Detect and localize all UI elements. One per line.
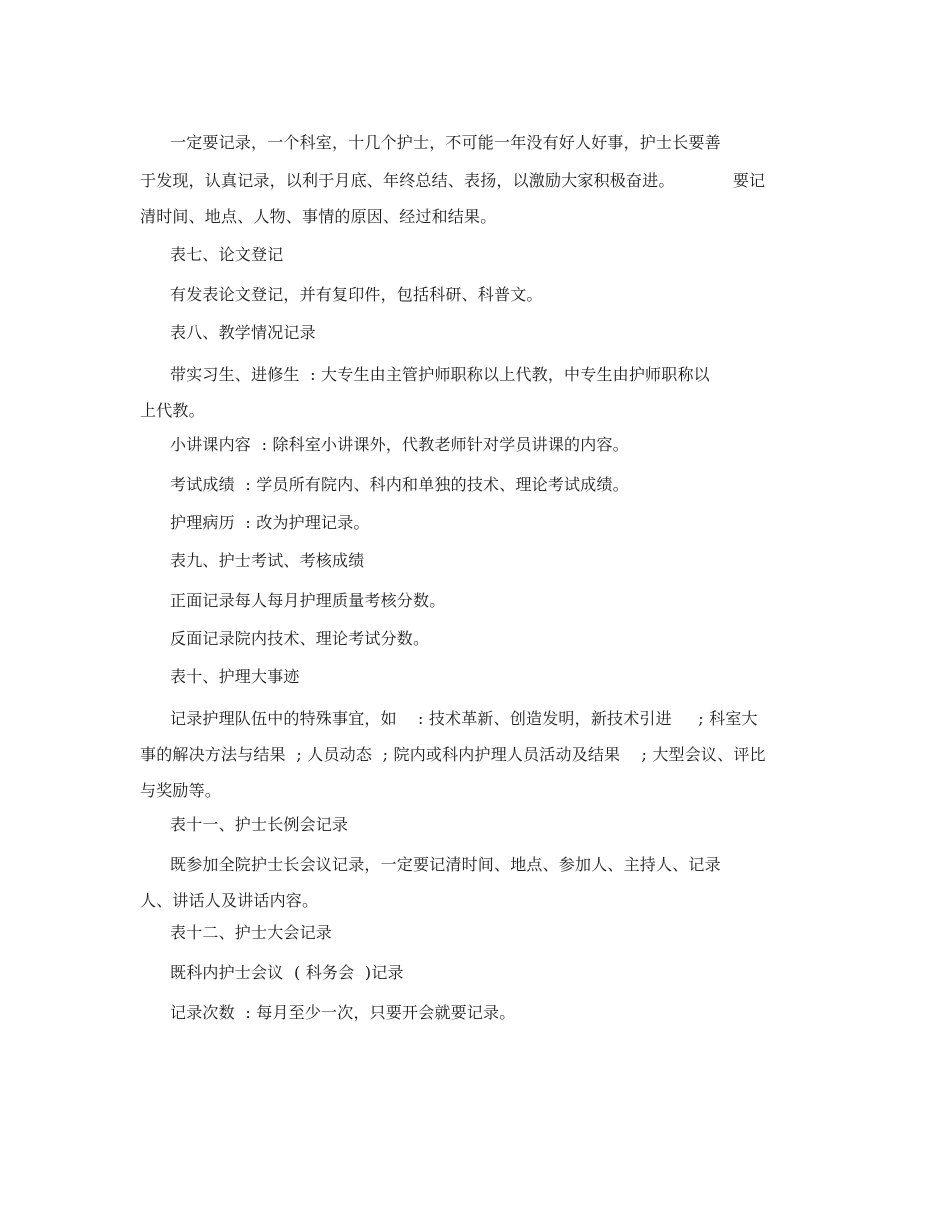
paragraph-line: 与奖励等。: [140, 781, 222, 800]
paragraph-line: 反面记录院内技术、理论考试分数。: [170, 629, 430, 648]
section-heading: 表八、教学情况记录: [170, 323, 316, 342]
paragraph-line: 正面记录每人每月护理质量考核分数。: [170, 591, 446, 610]
paragraph-line: 考试成绩 : 学员所有院内、科内和单独的技术、理论考试成绩。: [170, 475, 629, 494]
paragraph-line: 既科内护士会议 ( 科务会 )记录: [170, 963, 404, 982]
paragraph-line: 一定要记录，一个科室，十几个护士，不可能一年没有好人好事，护士长要善: [170, 133, 721, 152]
section-heading: 表十、护理大事迹: [170, 667, 300, 686]
paragraph-line: 于发现，认真记录，以利于月底、年终总结、表扬，以激励大家积极奋进。 要记: [140, 171, 766, 190]
paragraph-line: 事的解决方法与结果 ; 人员动态 ; 院内或科内护理人员活动及结果 ; 大型会议、评比: [140, 745, 766, 764]
paragraph-line: 记录次数 : 每月至少一次，只要开会就要记录。: [170, 1003, 516, 1022]
section-heading: 表十一、护士长例会记录: [170, 815, 349, 834]
paragraph-line: 人、讲话人及讲话内容。: [140, 891, 319, 910]
paragraph-line: 清时间、地点、人物、事情的原因、经过和结果。: [140, 207, 497, 226]
section-heading: 表十二、护士大会记录: [170, 923, 333, 942]
section-heading: 表七、论文登记: [170, 245, 284, 264]
paragraph-line: 既参加全院护士长会议记录，一定要记清时间、地点、参加人、主持人、记录: [170, 855, 721, 874]
section-heading: 表九、护士考试、考核成绩: [170, 551, 365, 570]
paragraph-line: 带实习生、进修生 : 大专生由主管护师职称以上代教，中专生由护师职称以: [170, 365, 710, 384]
paragraph-line: 小讲课内容 : 除科室小讲课外，代教老师针对学员讲课的内容。: [170, 435, 629, 454]
paragraph-line: 有发表论文登记，并有复印件，包括科研、科普文。: [170, 285, 543, 304]
paragraph-line: 上代教。: [140, 401, 205, 420]
paragraph-line: 护理病历 : 改为护理记录。: [170, 513, 370, 532]
paragraph-line: 记录护理队伍中的特殊事宜，如 : 技术革新、创造发明，新技术引进 ; 科室大: [170, 709, 758, 728]
